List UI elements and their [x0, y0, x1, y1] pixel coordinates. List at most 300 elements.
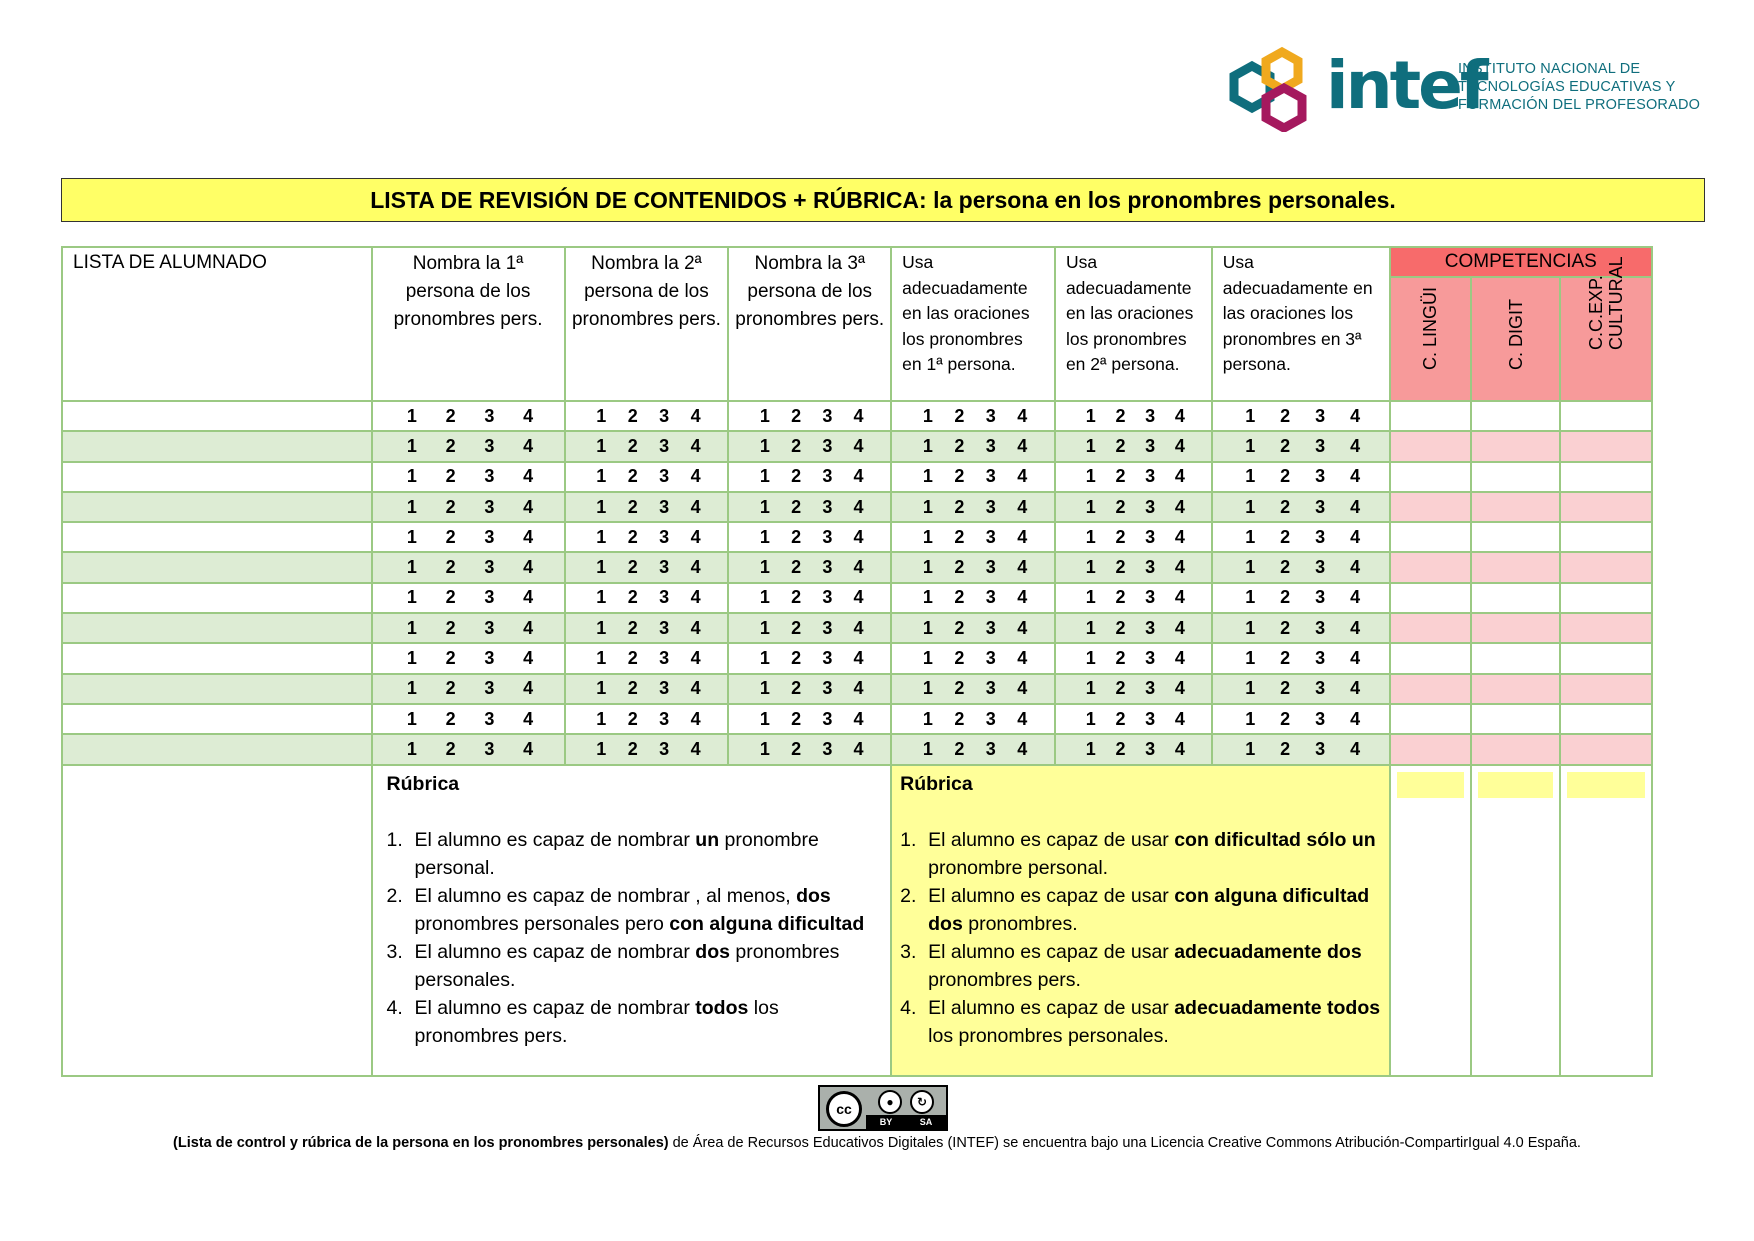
- score-option[interactable]: 3: [484, 708, 495, 729]
- score-option[interactable]: 1: [596, 405, 607, 426]
- score-option[interactable]: 4: [853, 587, 864, 608]
- score-option[interactable]: 4: [1017, 557, 1028, 578]
- score-option[interactable]: 2: [445, 708, 456, 729]
- score-option[interactable]: 3: [985, 435, 996, 456]
- score-option[interactable]: 1: [406, 587, 417, 608]
- score-option[interactable]: 4: [690, 405, 701, 426]
- score-option[interactable]: 3: [822, 738, 833, 759]
- score-cell[interactable]: [372, 401, 565, 431]
- score-option[interactable]: 2: [1280, 557, 1291, 578]
- score-option[interactable]: 2: [445, 557, 456, 578]
- competencia-cell[interactable]: [1390, 552, 1471, 582]
- score-option[interactable]: 4: [690, 526, 701, 547]
- score-cell[interactable]: [565, 462, 729, 492]
- competencia-cell[interactable]: [1390, 643, 1471, 673]
- score-option[interactable]: 2: [1280, 496, 1291, 517]
- score-option[interactable]: 1: [1085, 557, 1096, 578]
- score-option[interactable]: 2: [791, 435, 802, 456]
- score-cell[interactable]: [372, 643, 565, 673]
- score-cell[interactable]: [728, 583, 891, 613]
- score-option[interactable]: 1: [1085, 678, 1096, 699]
- score-option[interactable]: 2: [1280, 738, 1291, 759]
- score-option[interactable]: 4: [690, 435, 701, 456]
- score-option[interactable]: 3: [484, 587, 495, 608]
- score-option[interactable]: 1: [596, 526, 607, 547]
- score-option[interactable]: 2: [1280, 708, 1291, 729]
- score-cell[interactable]: [891, 431, 1055, 461]
- score-cell[interactable]: [1212, 462, 1390, 492]
- score-cell[interactable]: [728, 401, 891, 431]
- score-option[interactable]: 4: [523, 587, 534, 608]
- student-name-cell[interactable]: [62, 583, 372, 613]
- score-option[interactable]: 2: [954, 466, 965, 487]
- student-name-cell[interactable]: [62, 643, 372, 673]
- score-option[interactable]: 4: [690, 617, 701, 638]
- score-option[interactable]: 1: [1245, 557, 1256, 578]
- score-option[interactable]: 2: [445, 435, 456, 456]
- competencia-cell[interactable]: [1390, 613, 1471, 643]
- score-option[interactable]: 1: [1245, 617, 1256, 638]
- score-option[interactable]: 1: [922, 557, 933, 578]
- score-cell[interactable]: [565, 613, 729, 643]
- score-option[interactable]: 3: [822, 466, 833, 487]
- score-option[interactable]: 2: [1115, 496, 1126, 517]
- score-option[interactable]: 4: [690, 678, 701, 699]
- score-cell[interactable]: [1055, 552, 1212, 582]
- competencia-cell[interactable]: [1560, 401, 1652, 431]
- student-name-cell[interactable]: [62, 613, 372, 643]
- score-cell[interactable]: [372, 431, 565, 461]
- score-cell[interactable]: [891, 583, 1055, 613]
- competencia-cell[interactable]: [1471, 583, 1560, 613]
- score-option[interactable]: 3: [484, 526, 495, 547]
- score-cell[interactable]: [1055, 643, 1212, 673]
- score-option[interactable]: 4: [1174, 678, 1185, 699]
- score-option[interactable]: 3: [1145, 617, 1156, 638]
- score-cell[interactable]: [1212, 613, 1390, 643]
- score-option[interactable]: 2: [445, 526, 456, 547]
- score-option[interactable]: 4: [690, 496, 701, 517]
- score-option[interactable]: 3: [822, 587, 833, 608]
- score-option[interactable]: 2: [954, 708, 965, 729]
- competencia-cell[interactable]: [1390, 704, 1471, 734]
- score-cell[interactable]: [1212, 643, 1390, 673]
- score-option[interactable]: 3: [985, 678, 996, 699]
- score-option[interactable]: 1: [759, 405, 770, 426]
- score-option[interactable]: 1: [922, 526, 933, 547]
- score-option[interactable]: 4: [1350, 617, 1361, 638]
- score-option[interactable]: 4: [1350, 708, 1361, 729]
- score-option[interactable]: 4: [690, 587, 701, 608]
- score-option[interactable]: 2: [954, 617, 965, 638]
- score-cell[interactable]: [1212, 431, 1390, 461]
- score-option[interactable]: 3: [1145, 405, 1156, 426]
- score-option[interactable]: 3: [484, 496, 495, 517]
- score-option[interactable]: 4: [1350, 738, 1361, 759]
- score-cell[interactable]: [728, 704, 891, 734]
- competencia-cell[interactable]: [1560, 674, 1652, 704]
- score-cell[interactable]: [1212, 583, 1390, 613]
- score-option[interactable]: 4: [523, 435, 534, 456]
- score-option[interactable]: 2: [1115, 678, 1126, 699]
- score-option[interactable]: 4: [1350, 435, 1361, 456]
- score-option[interactable]: 4: [853, 557, 864, 578]
- student-name-cell[interactable]: [62, 401, 372, 431]
- score-option[interactable]: 2: [791, 648, 802, 669]
- score-cell[interactable]: [372, 734, 565, 764]
- score-cell[interactable]: [1055, 492, 1212, 522]
- score-option[interactable]: 2: [1115, 526, 1126, 547]
- score-option[interactable]: 1: [922, 405, 933, 426]
- score-option[interactable]: 1: [1245, 587, 1256, 608]
- score-option[interactable]: 3: [659, 648, 670, 669]
- score-cell[interactable]: [1212, 734, 1390, 764]
- score-option[interactable]: 2: [954, 587, 965, 608]
- score-option[interactable]: 1: [759, 708, 770, 729]
- score-option[interactable]: 1: [596, 648, 607, 669]
- score-option[interactable]: 2: [1280, 466, 1291, 487]
- competencia-cell[interactable]: [1471, 613, 1560, 643]
- score-option[interactable]: 3: [1315, 708, 1326, 729]
- score-option[interactable]: 2: [954, 557, 965, 578]
- score-cell[interactable]: [565, 492, 729, 522]
- score-option[interactable]: 3: [1315, 648, 1326, 669]
- score-option[interactable]: 3: [484, 617, 495, 638]
- score-option[interactable]: 4: [1017, 466, 1028, 487]
- score-option[interactable]: 4: [523, 738, 534, 759]
- score-cell[interactable]: [891, 613, 1055, 643]
- score-option[interactable]: 1: [596, 557, 607, 578]
- score-cell[interactable]: [1055, 431, 1212, 461]
- score-option[interactable]: 1: [1245, 405, 1256, 426]
- score-option[interactable]: 1: [1245, 466, 1256, 487]
- score-option[interactable]: 2: [627, 708, 638, 729]
- score-option[interactable]: 1: [759, 648, 770, 669]
- score-option[interactable]: 1: [1085, 738, 1096, 759]
- score-option[interactable]: 4: [1017, 526, 1028, 547]
- score-option[interactable]: 4: [523, 466, 534, 487]
- score-option[interactable]: 3: [822, 557, 833, 578]
- score-cell[interactable]: [1212, 522, 1390, 552]
- competencia-cell[interactable]: [1471, 492, 1560, 522]
- score-option[interactable]: 1: [759, 557, 770, 578]
- score-option[interactable]: 1: [759, 587, 770, 608]
- score-option[interactable]: 4: [1350, 466, 1361, 487]
- score-cell[interactable]: [728, 674, 891, 704]
- score-option[interactable]: 1: [596, 708, 607, 729]
- score-option[interactable]: 4: [523, 405, 534, 426]
- score-option[interactable]: 3: [484, 678, 495, 699]
- score-option[interactable]: 2: [1115, 617, 1126, 638]
- score-option[interactable]: 3: [985, 738, 996, 759]
- competencia-cell[interactable]: [1471, 674, 1560, 704]
- score-option[interactable]: 3: [1315, 617, 1326, 638]
- score-option[interactable]: 3: [1315, 526, 1326, 547]
- score-option[interactable]: 2: [791, 405, 802, 426]
- student-name-cell[interactable]: [62, 704, 372, 734]
- score-option[interactable]: 1: [406, 557, 417, 578]
- score-cell[interactable]: [565, 552, 729, 582]
- score-option[interactable]: 4: [853, 466, 864, 487]
- score-option[interactable]: 1: [1245, 526, 1256, 547]
- score-option[interactable]: 1: [1245, 678, 1256, 699]
- score-option[interactable]: 3: [1315, 435, 1326, 456]
- score-option[interactable]: 2: [1115, 648, 1126, 669]
- score-option[interactable]: 3: [659, 526, 670, 547]
- competencia-cell[interactable]: [1390, 583, 1471, 613]
- competencia-cell[interactable]: [1471, 462, 1560, 492]
- score-cell[interactable]: [1055, 462, 1212, 492]
- score-option[interactable]: 3: [985, 557, 996, 578]
- score-option[interactable]: 3: [1315, 587, 1326, 608]
- student-name-cell[interactable]: [62, 462, 372, 492]
- score-option[interactable]: 1: [406, 526, 417, 547]
- competencia-cell[interactable]: [1390, 431, 1471, 461]
- score-option[interactable]: 2: [627, 678, 638, 699]
- score-option[interactable]: 2: [1280, 617, 1291, 638]
- score-option[interactable]: 1: [922, 738, 933, 759]
- score-cell[interactable]: [728, 643, 891, 673]
- competencia-cell[interactable]: [1390, 734, 1471, 764]
- score-option[interactable]: 4: [1017, 678, 1028, 699]
- score-option[interactable]: 4: [1350, 526, 1361, 547]
- score-option[interactable]: 2: [1280, 526, 1291, 547]
- score-option[interactable]: 1: [922, 648, 933, 669]
- score-option[interactable]: 3: [484, 466, 495, 487]
- score-option[interactable]: 4: [853, 738, 864, 759]
- competencia-cell[interactable]: [1560, 522, 1652, 552]
- score-option[interactable]: 3: [659, 587, 670, 608]
- score-option[interactable]: 2: [445, 617, 456, 638]
- score-cell[interactable]: [565, 431, 729, 461]
- score-option[interactable]: 1: [922, 466, 933, 487]
- score-cell[interactable]: [565, 583, 729, 613]
- score-option[interactable]: 4: [1350, 496, 1361, 517]
- score-cell[interactable]: [891, 492, 1055, 522]
- score-option[interactable]: 3: [1145, 648, 1156, 669]
- competencia-cell[interactable]: [1471, 734, 1560, 764]
- score-option[interactable]: 2: [445, 405, 456, 426]
- score-option[interactable]: 2: [791, 587, 802, 608]
- score-option[interactable]: 1: [406, 617, 417, 638]
- score-option[interactable]: 3: [484, 738, 495, 759]
- competencia-cell[interactable]: [1560, 583, 1652, 613]
- score-option[interactable]: 3: [985, 617, 996, 638]
- score-option[interactable]: 4: [523, 496, 534, 517]
- score-cell[interactable]: [565, 401, 729, 431]
- score-option[interactable]: 1: [922, 587, 933, 608]
- score-option[interactable]: 3: [1145, 557, 1156, 578]
- score-option[interactable]: 3: [822, 405, 833, 426]
- score-cell[interactable]: [1055, 704, 1212, 734]
- score-option[interactable]: 3: [822, 496, 833, 517]
- score-option[interactable]: 4: [1017, 405, 1028, 426]
- score-option[interactable]: 2: [954, 678, 965, 699]
- score-option[interactable]: 2: [627, 496, 638, 517]
- score-option[interactable]: 3: [484, 557, 495, 578]
- score-option[interactable]: 4: [1017, 587, 1028, 608]
- score-option[interactable]: 4: [1017, 738, 1028, 759]
- score-cell[interactable]: [1055, 401, 1212, 431]
- competencia-cell[interactable]: [1560, 492, 1652, 522]
- score-cell[interactable]: [728, 431, 891, 461]
- score-option[interactable]: 2: [627, 587, 638, 608]
- score-cell[interactable]: [1055, 734, 1212, 764]
- score-cell[interactable]: [1055, 522, 1212, 552]
- score-option[interactable]: 2: [627, 738, 638, 759]
- score-cell[interactable]: [891, 734, 1055, 764]
- score-option[interactable]: 4: [853, 435, 864, 456]
- score-option[interactable]: 1: [406, 738, 417, 759]
- score-option[interactable]: 1: [1085, 648, 1096, 669]
- score-option[interactable]: 3: [1315, 466, 1326, 487]
- score-option[interactable]: 2: [627, 435, 638, 456]
- score-option[interactable]: 4: [1350, 557, 1361, 578]
- score-option[interactable]: 4: [523, 617, 534, 638]
- score-option[interactable]: 1: [596, 617, 607, 638]
- score-option[interactable]: 2: [1280, 678, 1291, 699]
- score-cell[interactable]: [1212, 704, 1390, 734]
- score-option[interactable]: 1: [406, 648, 417, 669]
- score-option[interactable]: 3: [659, 678, 670, 699]
- score-option[interactable]: 3: [1145, 526, 1156, 547]
- score-option[interactable]: 4: [853, 708, 864, 729]
- score-option[interactable]: 3: [659, 557, 670, 578]
- score-cell[interactable]: [891, 462, 1055, 492]
- score-option[interactable]: 4: [523, 557, 534, 578]
- score-option[interactable]: 1: [922, 435, 933, 456]
- score-option[interactable]: 3: [659, 435, 670, 456]
- score-cell[interactable]: [728, 613, 891, 643]
- score-option[interactable]: 1: [1085, 466, 1096, 487]
- score-option[interactable]: 4: [523, 678, 534, 699]
- score-option[interactable]: 4: [1017, 648, 1028, 669]
- score-option[interactable]: 3: [1145, 738, 1156, 759]
- score-cell[interactable]: [891, 552, 1055, 582]
- score-option[interactable]: 2: [445, 678, 456, 699]
- score-option[interactable]: 2: [791, 738, 802, 759]
- score-option[interactable]: 1: [406, 708, 417, 729]
- score-cell[interactable]: [891, 643, 1055, 673]
- score-option[interactable]: 3: [822, 435, 833, 456]
- score-option[interactable]: 3: [822, 617, 833, 638]
- competencia-cell[interactable]: [1471, 522, 1560, 552]
- score-option[interactable]: 2: [1115, 405, 1126, 426]
- score-option[interactable]: 2: [1115, 587, 1126, 608]
- score-option[interactable]: 2: [1280, 435, 1291, 456]
- score-cell[interactable]: [1055, 583, 1212, 613]
- score-option[interactable]: 2: [791, 557, 802, 578]
- competencia-cell[interactable]: [1390, 492, 1471, 522]
- score-option[interactable]: 4: [1017, 435, 1028, 456]
- score-option[interactable]: 3: [659, 617, 670, 638]
- score-option[interactable]: 4: [853, 405, 864, 426]
- score-cell[interactable]: [891, 522, 1055, 552]
- score-option[interactable]: 3: [659, 466, 670, 487]
- score-option[interactable]: 2: [1115, 738, 1126, 759]
- score-option[interactable]: 4: [1350, 648, 1361, 669]
- score-option[interactable]: 4: [1174, 466, 1185, 487]
- score-option[interactable]: 1: [406, 496, 417, 517]
- score-cell[interactable]: [565, 643, 729, 673]
- score-cell[interactable]: [1212, 401, 1390, 431]
- score-option[interactable]: 3: [1315, 496, 1326, 517]
- score-option[interactable]: 2: [627, 526, 638, 547]
- score-option[interactable]: 1: [1085, 708, 1096, 729]
- competencia-cell[interactable]: [1560, 613, 1652, 643]
- score-option[interactable]: 1: [922, 708, 933, 729]
- score-option[interactable]: 1: [1245, 496, 1256, 517]
- score-option[interactable]: 2: [1280, 587, 1291, 608]
- score-option[interactable]: 2: [791, 526, 802, 547]
- score-option[interactable]: 4: [1174, 708, 1185, 729]
- score-option[interactable]: 1: [922, 496, 933, 517]
- score-option[interactable]: 2: [1115, 435, 1126, 456]
- competencia-cell[interactable]: [1560, 552, 1652, 582]
- score-option[interactable]: 4: [853, 648, 864, 669]
- score-cell[interactable]: [1055, 674, 1212, 704]
- score-cell[interactable]: [565, 674, 729, 704]
- score-option[interactable]: 4: [523, 526, 534, 547]
- competencia-cell[interactable]: [1560, 734, 1652, 764]
- score-option[interactable]: 3: [1315, 405, 1326, 426]
- score-option[interactable]: 1: [759, 526, 770, 547]
- score-option[interactable]: 2: [627, 617, 638, 638]
- score-cell[interactable]: [728, 552, 891, 582]
- score-option[interactable]: 1: [922, 678, 933, 699]
- score-option[interactable]: 4: [690, 648, 701, 669]
- score-cell[interactable]: [372, 704, 565, 734]
- score-option[interactable]: 2: [1280, 405, 1291, 426]
- score-option[interactable]: 4: [690, 738, 701, 759]
- score-option[interactable]: 4: [1017, 708, 1028, 729]
- score-option[interactable]: 4: [1174, 496, 1185, 517]
- score-option[interactable]: 2: [791, 617, 802, 638]
- score-option[interactable]: 4: [1350, 405, 1361, 426]
- score-cell[interactable]: [372, 583, 565, 613]
- score-cell[interactable]: [372, 522, 565, 552]
- score-option[interactable]: 2: [627, 405, 638, 426]
- score-option[interactable]: 2: [954, 405, 965, 426]
- score-option[interactable]: 2: [954, 648, 965, 669]
- score-option[interactable]: 4: [1350, 678, 1361, 699]
- score-option[interactable]: 2: [791, 496, 802, 517]
- score-option[interactable]: 3: [659, 405, 670, 426]
- competencia-cell[interactable]: [1560, 704, 1652, 734]
- score-option[interactable]: 3: [659, 708, 670, 729]
- score-cell[interactable]: [372, 492, 565, 522]
- score-cell[interactable]: [372, 674, 565, 704]
- score-cell[interactable]: [728, 734, 891, 764]
- score-option[interactable]: 2: [627, 557, 638, 578]
- score-option[interactable]: 3: [1145, 496, 1156, 517]
- score-option[interactable]: 2: [954, 496, 965, 517]
- score-option[interactable]: 1: [1245, 435, 1256, 456]
- competencia-cell[interactable]: [1560, 643, 1652, 673]
- score-option[interactable]: 1: [596, 466, 607, 487]
- score-option[interactable]: 1: [406, 466, 417, 487]
- score-option[interactable]: 3: [1315, 678, 1326, 699]
- score-option[interactable]: 2: [1115, 557, 1126, 578]
- score-option[interactable]: 1: [1085, 587, 1096, 608]
- score-option[interactable]: 3: [1145, 435, 1156, 456]
- student-name-cell[interactable]: [62, 734, 372, 764]
- score-option[interactable]: 3: [822, 526, 833, 547]
- score-option[interactable]: 3: [985, 496, 996, 517]
- score-option[interactable]: 3: [1145, 678, 1156, 699]
- score-option[interactable]: 3: [659, 496, 670, 517]
- score-option[interactable]: 2: [791, 708, 802, 729]
